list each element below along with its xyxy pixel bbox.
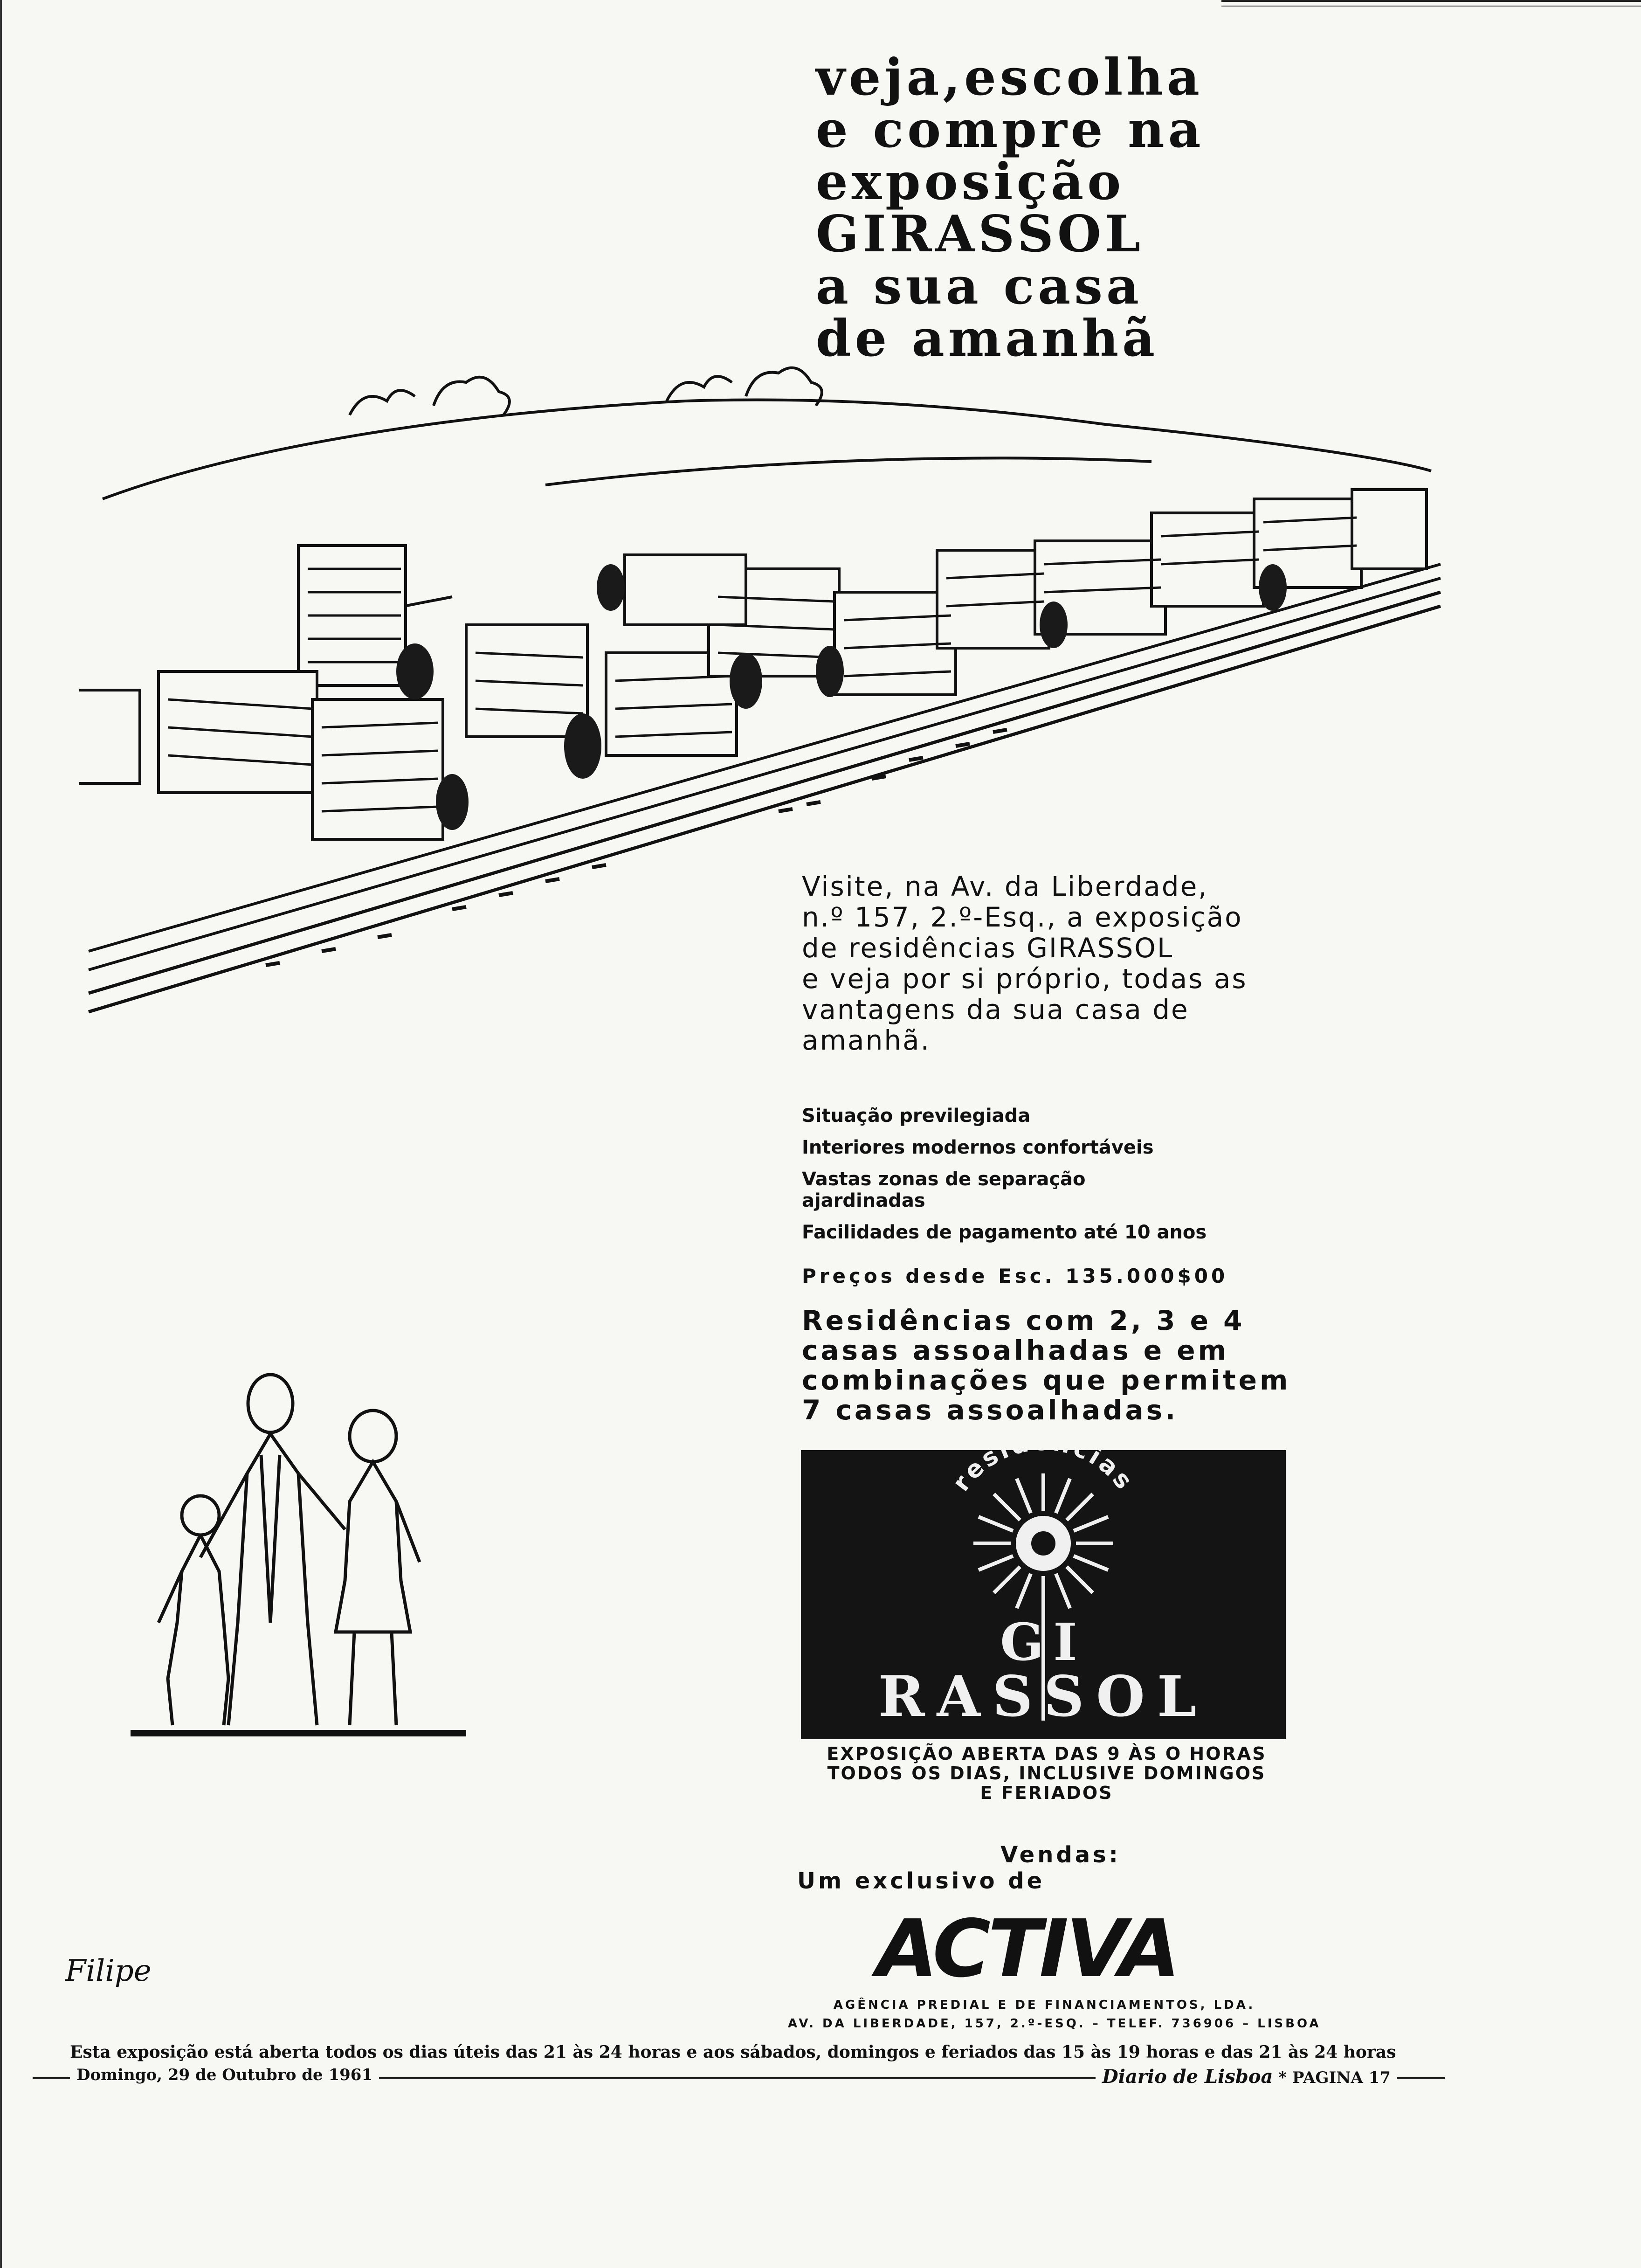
footer-masthead bbox=[1096, 2066, 1397, 2088]
sales-label: Vendas: bbox=[1000, 1842, 1121, 1868]
exhibition-footnote: Esta exposição está aberta todos os dias úteis das 21 às 24 horas e aos sábados, domingos e feriados das 15 às 19 horas e das 21 às 24 horas bbox=[70, 2042, 1396, 2062]
family-illustration bbox=[131, 1362, 466, 1744]
hours-line: TODOS OS DIAS, INCLUSIVE DOMINGOS bbox=[827, 1763, 1266, 1784]
agency-name: AGÊNCIA PREDIAL E DE FINANCIAMENTOS, LDA. bbox=[833, 1998, 1255, 2012]
headline-line: exposição bbox=[816, 152, 1125, 211]
sales-exclusive: Um exclusivo de bbox=[797, 1868, 1045, 1894]
headline-line: de amanhã bbox=[816, 309, 1159, 368]
exhibition-hours bbox=[793, 1744, 1301, 1803]
activa-logo: ACTIVA bbox=[876, 1903, 1178, 1995]
residencias-paragraph bbox=[802, 1306, 1305, 1425]
footer-star: * bbox=[1278, 2068, 1292, 2087]
residencias-line: combinações que permitem bbox=[802, 1364, 1291, 1396]
headline-line: e compre na bbox=[816, 100, 1205, 159]
logo-brand-top: GI bbox=[1000, 1612, 1087, 1672]
headline-line: veja,escolha bbox=[816, 48, 1203, 107]
sunflower-logo-icon bbox=[801, 1450, 1286, 1739]
residencias-line: Residências com 2, 3 e 4 bbox=[802, 1305, 1245, 1336]
feature-item: Situação previlegiada bbox=[802, 1105, 1031, 1127]
feature-item: Vastas zonas de separação ajardinadas bbox=[802, 1169, 1086, 1211]
footer-date: Domingo, 29 de Outubro de 1961 bbox=[70, 2066, 379, 2084]
artist-signature: Filipe bbox=[65, 1954, 152, 1988]
logo-brand-bottom: RASSOL bbox=[878, 1664, 1209, 1729]
hours-line: E FERIADOS bbox=[980, 1783, 1113, 1803]
agency-info bbox=[788, 1996, 1321, 2033]
page-left-edge bbox=[0, 0, 2, 2268]
features-list bbox=[802, 1105, 1296, 1253]
price-line: Preços desde Esc. 135.000$00 bbox=[802, 1265, 1228, 1287]
agency-address: AV. DA LIBERDADE, 157, 2.º-ESQ. – TELEF. 736906 – LISBOA bbox=[788, 2017, 1321, 2031]
residencias-line: casas assoalhadas e em bbox=[802, 1335, 1229, 1366]
visit-paragraph bbox=[802, 871, 1296, 1056]
visit-line: de residências GIRASSOL bbox=[802, 932, 1174, 964]
girassol-logo bbox=[801, 1450, 1286, 1739]
residencias-line: 7 casas assoalhadas. bbox=[802, 1394, 1179, 1426]
visit-line: Visite, na Av. da Liberdade, bbox=[802, 871, 1208, 902]
headline bbox=[816, 48, 1305, 368]
visit-line: e veja por si próprio, todas as bbox=[802, 963, 1248, 995]
footer-page-number: PAGINA 17 bbox=[1292, 2068, 1391, 2087]
headline-line: a sua casa bbox=[816, 257, 1143, 316]
sales-block bbox=[797, 1842, 1296, 1894]
hours-line: EXPOSIÇÃO ABERTA DAS 9 ÀS O HORAS bbox=[827, 1743, 1267, 1764]
ground-line bbox=[131, 1730, 466, 1736]
feature-item: Facilidades de pagamento até 10 anos bbox=[802, 1222, 1207, 1243]
footer-paper-name: Diario de Lisboa bbox=[1102, 2066, 1273, 2088]
visit-line: n.º 157, 2.º-Esq., a exposição bbox=[802, 901, 1243, 933]
feature-item: Interiores modernos confortáveis bbox=[802, 1137, 1154, 1158]
headline-line: GIRASSOL bbox=[816, 205, 1144, 263]
visit-line: amanhã. bbox=[802, 1024, 931, 1056]
logo-arc-text: res cias bbox=[947, 1450, 1140, 1497]
page-top-edge bbox=[1221, 0, 1641, 7]
visit-line: vantagens da sua casa de bbox=[802, 994, 1189, 1025]
